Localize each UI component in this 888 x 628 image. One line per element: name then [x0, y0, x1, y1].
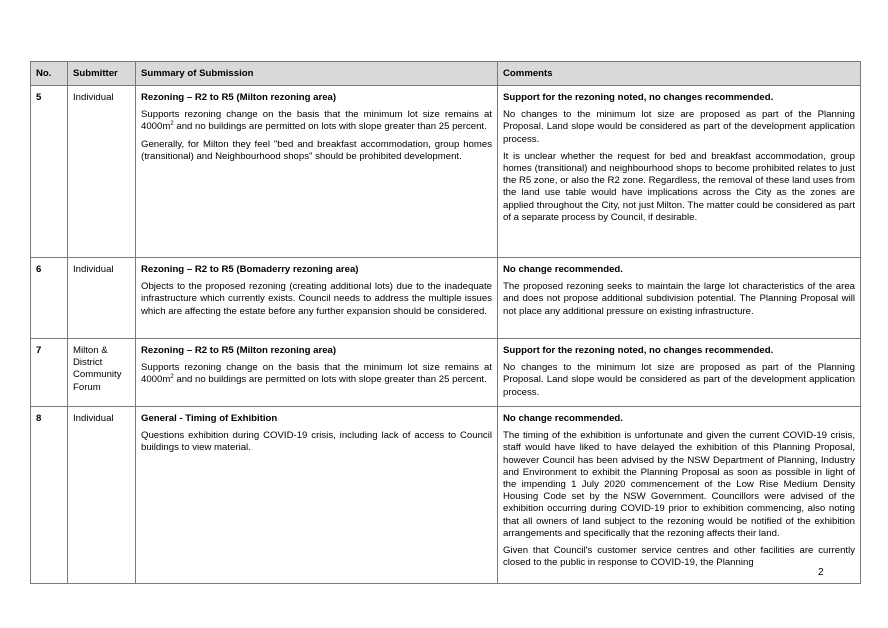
summary-heading: Rezoning – R2 to R5 (Milton rezoning area) [141, 345, 337, 356]
header-no: No. [31, 62, 68, 86]
table-row [31, 86, 861, 258]
summary-paragraph: Objects to the proposed rezoning (creating additional lots) due to the inadequate infrastructure which currently exists. Council needs to address the multiple issues which are affecting the estate before any further expansion should be considered. [141, 281, 492, 317]
row-comments [498, 258, 861, 339]
comment-paragraph: No changes to the minimum lot size are proposed as part of the Planning Proposal. Land slope would be considered as part of the development application process. [503, 362, 855, 398]
table-row [31, 258, 861, 339]
row-comments [498, 86, 861, 258]
table-row [31, 339, 861, 407]
row-comments [498, 407, 861, 584]
summary-paragraph: Questions exhibition during COVID-19 crisis, including lack of access to Council buildings to view material. [141, 430, 492, 454]
page-number: 2 [818, 567, 824, 578]
header-summary: Summary of Submission [136, 62, 498, 86]
summary-paragraph: Supports rezoning change on the basis that the minimum lot size remains at $4000m^2$ and no buildings are permitted on lots with slope greater than 25 percent. [141, 109, 492, 133]
row-submitter: Individual [68, 407, 136, 584]
row-summary [136, 86, 498, 258]
comment-paragraph: The proposed rezoning seeks to maintain the large lot characteristics of the area and does not propose additional subdivision potential. The Planning Proposal will not place any additional pressure on existing infrastructure. [503, 281, 855, 317]
summary-heading: General - Timing of Exhibition [141, 413, 278, 424]
comment-paragraph: The timing of the exhibition is unfortunate and given the current COVID-19 crisis, staff would have liked to have delayed the exhibition of this Planning Proposal, however Council has been advised by the NSW Department of Planning, Industry and Environment to exhibit the Planning Proposal as soon as possible in light of the impending 1 July 2020 commencement of the Low Rise Medium Density Housing Code set by the NSW Government. Councillors were advised of the exhibition occurring during COVID-19 prior to exhibition commencing, also noting that all owners of land subject to the rezoning would be notified of the exhibition arrangements and specifically that the rezoning affects their land. [503, 430, 855, 539]
summary-heading: Rezoning – R2 to R5 (Milton rezoning area) [141, 92, 337, 103]
table-row [31, 407, 861, 584]
row-number: 7 [31, 339, 68, 407]
header-submitter: Submitter [68, 62, 136, 86]
row-comments [498, 339, 861, 407]
row-number: 5 [31, 86, 68, 258]
submissions-table [30, 61, 861, 584]
row-submitter: Individual [68, 258, 136, 339]
row-submitter: Individual [68, 86, 136, 258]
comment-heading: Support for the rezoning noted, no changes recommended. [503, 92, 774, 103]
row-summary [136, 339, 498, 407]
summary-paragraph: Generally, for Milton they feel "bed and breakfast accommodation, group homes (transitional) and Neighbourhood shops" should be prohibited development. [141, 138, 492, 162]
row-number: 6 [31, 258, 68, 339]
comment-paragraph: Given that Council's customer service centres and other facilities are currently closed to the public in response to COVID-19, the Planning [503, 545, 855, 569]
row-summary [136, 407, 498, 584]
row-submitter: Milton & District Community Forum [68, 339, 136, 407]
row-number: 8 [31, 407, 68, 584]
table-header-row [31, 62, 861, 86]
header-comments: Comments [498, 62, 861, 86]
comment-heading: Support for the rezoning noted, no changes recommended. [503, 345, 774, 356]
comment-heading: No change recommended. [503, 413, 623, 424]
comment-paragraph: No changes to the minimum lot size are proposed as part of the Planning Proposal. Land slope would be considered as part of the development application process. [503, 109, 855, 145]
comment-paragraph: It is unclear whether the request for bed and breakfast accommodation, group homes (transitional) and neighbourhood shops to become prohibited relates to just the R5 zone, or also the R2 zone. Regardless, the removal of these land uses from the land use table would have implications across the City as the zones are applied throughout the City, not just Milton. The matter could be considered as part of a separate process by Council, if desirable. [503, 150, 855, 223]
summary-heading: Rezoning – R2 to R5 (Bomaderry rezoning area) [141, 264, 359, 275]
comment-heading: No change recommended. [503, 264, 623, 275]
summary-paragraph: Supports rezoning change on the basis that the minimum lot size remains at $4000m^2$ and no buildings are permitted on lots with slope greater than 25 percent. [141, 362, 492, 386]
row-summary [136, 258, 498, 339]
